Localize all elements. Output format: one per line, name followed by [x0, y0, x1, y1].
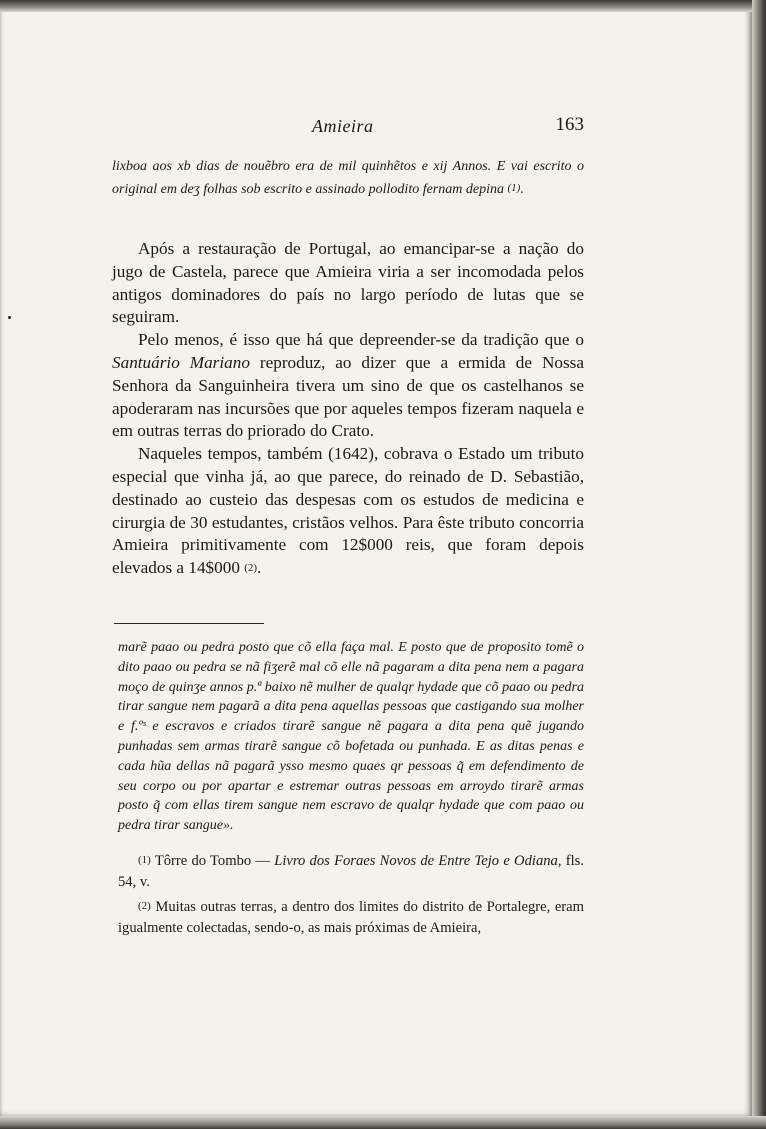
- footnote-1-part-a: Tôrre do Tombo —: [154, 853, 275, 869]
- footnote-ref-1: (1): [507, 181, 521, 194]
- scan-bottom-edge: [0, 1116, 766, 1129]
- footnotes: [118, 850, 584, 942]
- body-text: [112, 238, 584, 580]
- page-number: 163: [555, 114, 584, 135]
- paragraph-2-italic: Santuário Mariano: [112, 352, 250, 372]
- footnote-1-part-b: , fls. 54, v.: [118, 853, 584, 890]
- footnote-2-mark: (2): [138, 900, 151, 912]
- footnote-1-italic: Livro dos Foraes Novos de Entre Tejo e Odiana: [274, 853, 558, 869]
- paragraph-2: [112, 329, 584, 443]
- footnote-1-mark: (1): [138, 854, 151, 866]
- quote-top-text: lixboa aos xb dias de nouẽbro era de mil quinhẽtos e xij Annos. E vai escrito o original em deʒ folhas sob escrito e assinado pollodito fernam depina: [112, 159, 584, 197]
- footnote-1: [118, 850, 584, 893]
- paragraph-3: [112, 443, 584, 580]
- ink-speck: [8, 316, 11, 319]
- paragraph-2-part-b: reproduz, ao dizer que a ermida de Nossa Senhora da Sanguinheira tivera um sino de que os castelhanos se apoderaram nas incursões que por aqueles tempos fizeram naquela e em outras terras do priorado do Crato.: [112, 352, 584, 441]
- footnote-2: [118, 896, 584, 939]
- paragraph-1: Após a restauração de Portugal, ao emancipar-se a nação do jugo de Castela, parece que Amieira viria a ser incomodada pelos antigos dominadores do país no largo período de lutas que se seguiram.: [112, 239, 584, 327]
- quote-continuation: [112, 157, 584, 200]
- footnote-ref-2: (2): [244, 562, 258, 575]
- quote-top-end: .: [520, 181, 524, 197]
- paragraph-3-text: Naqueles tempos, também (1642), cobrava o Estado um tributo especial que vinha já, ao que parece, do reinado de D. Sebastião, destinado ao custeio das despesas com os estudos de medicina e cirurgia de 30 estudantes, cristãos velhos. Para êste tributo concorria Amieira primitivamente com 12$000 reis, que foram depois elevados a 14$000: [112, 444, 584, 578]
- running-title: Amieira: [312, 116, 374, 136]
- paragraph-2-part-a: Pelo menos, é isso que há que depreender-se da tradição que o: [138, 330, 584, 350]
- footnote-divider: [114, 623, 264, 624]
- scan-right-edge: [752, 0, 766, 1129]
- footnote-quote: marẽ paao ou pedra posto que cõ ella faça mal. E posto que de proposito tomẽ o dito paao ou pedra se nã fiʒerẽ mal cõ elle nã pagaram a dita pena nem a pagara moço de quinʒe annos p.ª baixo nẽ mulher de qualqr hydade que cõ paao ou pedra tirar sangue nem pagarã a dita pena aquellas pessoas que castigando sua molher e f.ºˢ e escravos e criados tirarẽ sangue nẽ pagara a dita pena quẽ jugando punhadas sem armas tirarẽ sangue cõ bofetada ou punhada. E as ditas penas e cada hũa dellas nã pagarã ysso mesmo quaes qr pessoas q̃ em defendimento de seu corpo ou por apartar e estremar outras pessoas em arroydo tirarẽ armas posto q̃ com ellas tirem sangue nem escravo de qualqr hydade que com paao ou pedra tirar sangue».: [118, 640, 584, 834]
- scan-top-edge: [0, 0, 766, 12]
- footnote-2-text: Muitas outras terras, a dentro dos limites do distrito de Portalegre, eram igualmente colectadas, sendo-o, as mais próximas de Amieira,: [118, 899, 584, 936]
- page-header: [112, 116, 584, 140]
- paragraph-3-end: .: [257, 558, 262, 578]
